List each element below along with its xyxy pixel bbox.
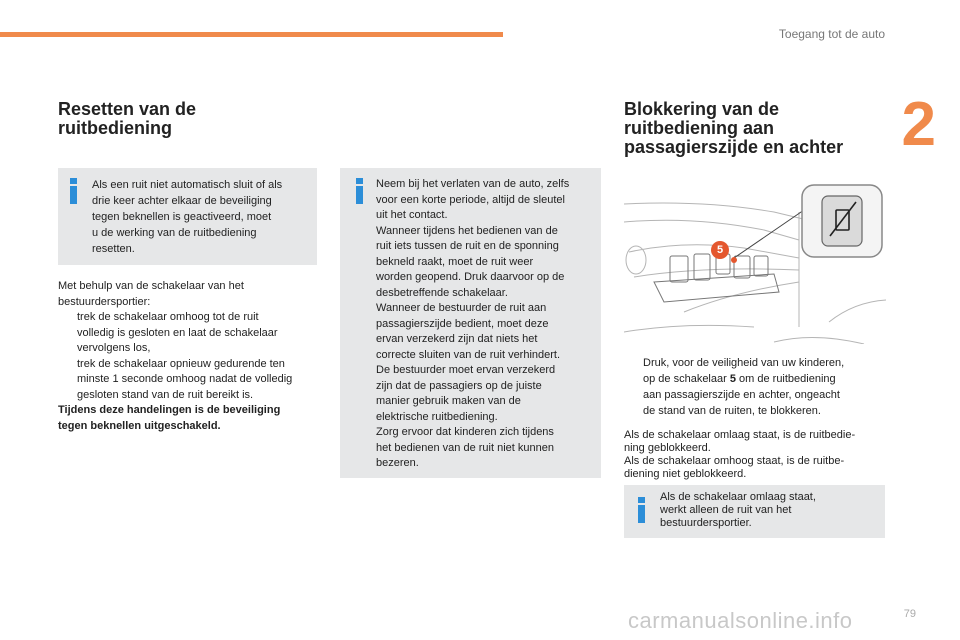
heading-line: Resetten van de bbox=[58, 99, 197, 119]
text-line: Druk, voor de veiligheid van uw kinderen, bbox=[643, 357, 845, 369]
text-line: de stand van de ruiten, te blokkeren. bbox=[643, 405, 821, 417]
lock-instructions bbox=[624, 355, 886, 419]
text-line: bezeren. bbox=[376, 457, 419, 469]
info-icon bbox=[635, 497, 649, 523]
switch-number: 5 bbox=[729, 373, 736, 385]
text-line: tegen beknellen uitgeschakeld. bbox=[58, 419, 221, 432]
text-line: u de werking van de ruitbediening bbox=[92, 227, 257, 239]
text-line: bestuurdersportier. bbox=[660, 517, 752, 529]
bullet-item bbox=[58, 357, 328, 404]
text-line: tegen beknellen is geactiveerd, moet bbox=[92, 211, 272, 223]
text-line: zijn dat de passagiers op de juiste bbox=[376, 379, 542, 392]
info-text bbox=[660, 491, 880, 530]
heading-reset bbox=[58, 100, 196, 138]
text-line: diening niet geblokkeerd. bbox=[624, 468, 747, 480]
info-icon bbox=[353, 178, 367, 204]
text-line: Neem bij het verlaten van de auto, zelfs bbox=[376, 178, 570, 190]
bullet-icon bbox=[58, 357, 77, 404]
info-box-safety bbox=[340, 168, 601, 478]
heading-line: ruitbediening aan bbox=[624, 118, 775, 138]
top-accent-bar bbox=[0, 32, 503, 37]
text-line: drie keer achter elkaar de beveiliging bbox=[92, 195, 272, 207]
bullet-icon bbox=[58, 310, 77, 357]
text-line: worden geopend. Druk daarvoor op de bbox=[376, 271, 565, 283]
text-line: Tijdens deze handelingen is de beveiliging bbox=[58, 404, 281, 416]
lock-state-description bbox=[624, 429, 894, 481]
text-line: ervan verzekerd zijn dat niets het bbox=[376, 333, 538, 345]
text-line: Zorg ervoor dat kinderen zich tijdens bbox=[376, 426, 554, 438]
bullet-icon bbox=[624, 355, 643, 419]
info-box-lock bbox=[624, 485, 885, 538]
text-line: bekneld raakt, moet de ruit weer bbox=[376, 255, 534, 268]
heading-line: Blokkering van de bbox=[624, 99, 780, 119]
text-line: Met behulp van de schakelaar van het bbox=[58, 280, 244, 292]
text-line: aan passagierszijde en achter, ongeacht bbox=[643, 389, 840, 401]
text-line: resetten. bbox=[92, 243, 135, 255]
text-line: Wanneer tijdens het bedienen van de bbox=[376, 224, 558, 237]
heading-lock bbox=[624, 100, 843, 157]
text-line: manier gebruik maken van de bbox=[376, 395, 521, 407]
text-line: volledig is gesloten en laat de schakelaar bbox=[77, 326, 278, 339]
text-line: vervolgens los, bbox=[77, 342, 151, 354]
text-line: trek de schakelaar opnieuw gedurende ten bbox=[77, 357, 285, 370]
bullet-item bbox=[624, 355, 886, 419]
text-line: bestuurdersportier: bbox=[58, 295, 151, 308]
heading-line: ruitbediening bbox=[58, 118, 172, 138]
section-title: Toegang tot de auto bbox=[778, 27, 885, 41]
text-fragment: om de ruitbediening bbox=[735, 373, 836, 385]
door-panel-drawing bbox=[624, 182, 886, 344]
info-text bbox=[92, 177, 314, 257]
callout-marker-5: 5 bbox=[711, 241, 729, 259]
door-switch-illustration bbox=[624, 182, 886, 344]
text-line: Wanneer de bestuurder de ruit aan bbox=[376, 302, 547, 314]
info-icon bbox=[67, 178, 81, 204]
text-line: ruit iets tussen de ruit en de sponning bbox=[376, 240, 559, 252]
text-line: gesloten stand van de ruit bereikt is. bbox=[77, 388, 254, 401]
reset-instructions bbox=[58, 279, 328, 434]
text-line: passagierszijde bedient, moet deze bbox=[376, 317, 549, 330]
watermark: carmanualsonline.info bbox=[628, 608, 853, 633]
text-line: elektrische ruitbediening. bbox=[376, 410, 498, 423]
text-line: Als een ruit niet automatisch sluit of als bbox=[92, 179, 283, 191]
text-fragment: op de schakelaar bbox=[643, 373, 730, 385]
info-text bbox=[376, 177, 598, 472]
text-line: Als de schakelaar omlaag staat, bbox=[660, 491, 816, 503]
text-line: het bedienen van de ruit niet kunnen bbox=[376, 441, 554, 454]
text-line: werkt alleen de ruit van het bbox=[660, 504, 792, 516]
bullet-item bbox=[58, 310, 328, 357]
info-box-reset bbox=[58, 168, 317, 265]
text-line: ning geblokkeerd. bbox=[624, 442, 711, 454]
text-line: Als de schakelaar omlaag staat, is de ruitbedie- bbox=[624, 429, 856, 441]
chapter-number: 2 bbox=[901, 90, 936, 159]
text-line: De bestuurder moet ervan verzekerd bbox=[376, 364, 556, 376]
heading-line: passagierszijde en achter bbox=[624, 137, 844, 157]
text-line: desbetreffende schakelaar. bbox=[376, 286, 508, 299]
text-line bbox=[643, 371, 844, 387]
text-line: voor een korte periode, altijd de sleutel bbox=[376, 193, 565, 206]
text-line: minste 1 seconde omhoog nadat de volledig bbox=[77, 373, 293, 385]
page-number: 79 bbox=[903, 608, 916, 620]
text-line: correcte sluiten van de ruit verhindert. bbox=[376, 348, 561, 361]
text-line: Als de schakelaar omhoog staat, is de ruitbe- bbox=[624, 455, 845, 467]
text-line: trek de schakelaar omhoog tot de ruit bbox=[77, 311, 259, 323]
text-line: uit het contact. bbox=[376, 209, 448, 221]
